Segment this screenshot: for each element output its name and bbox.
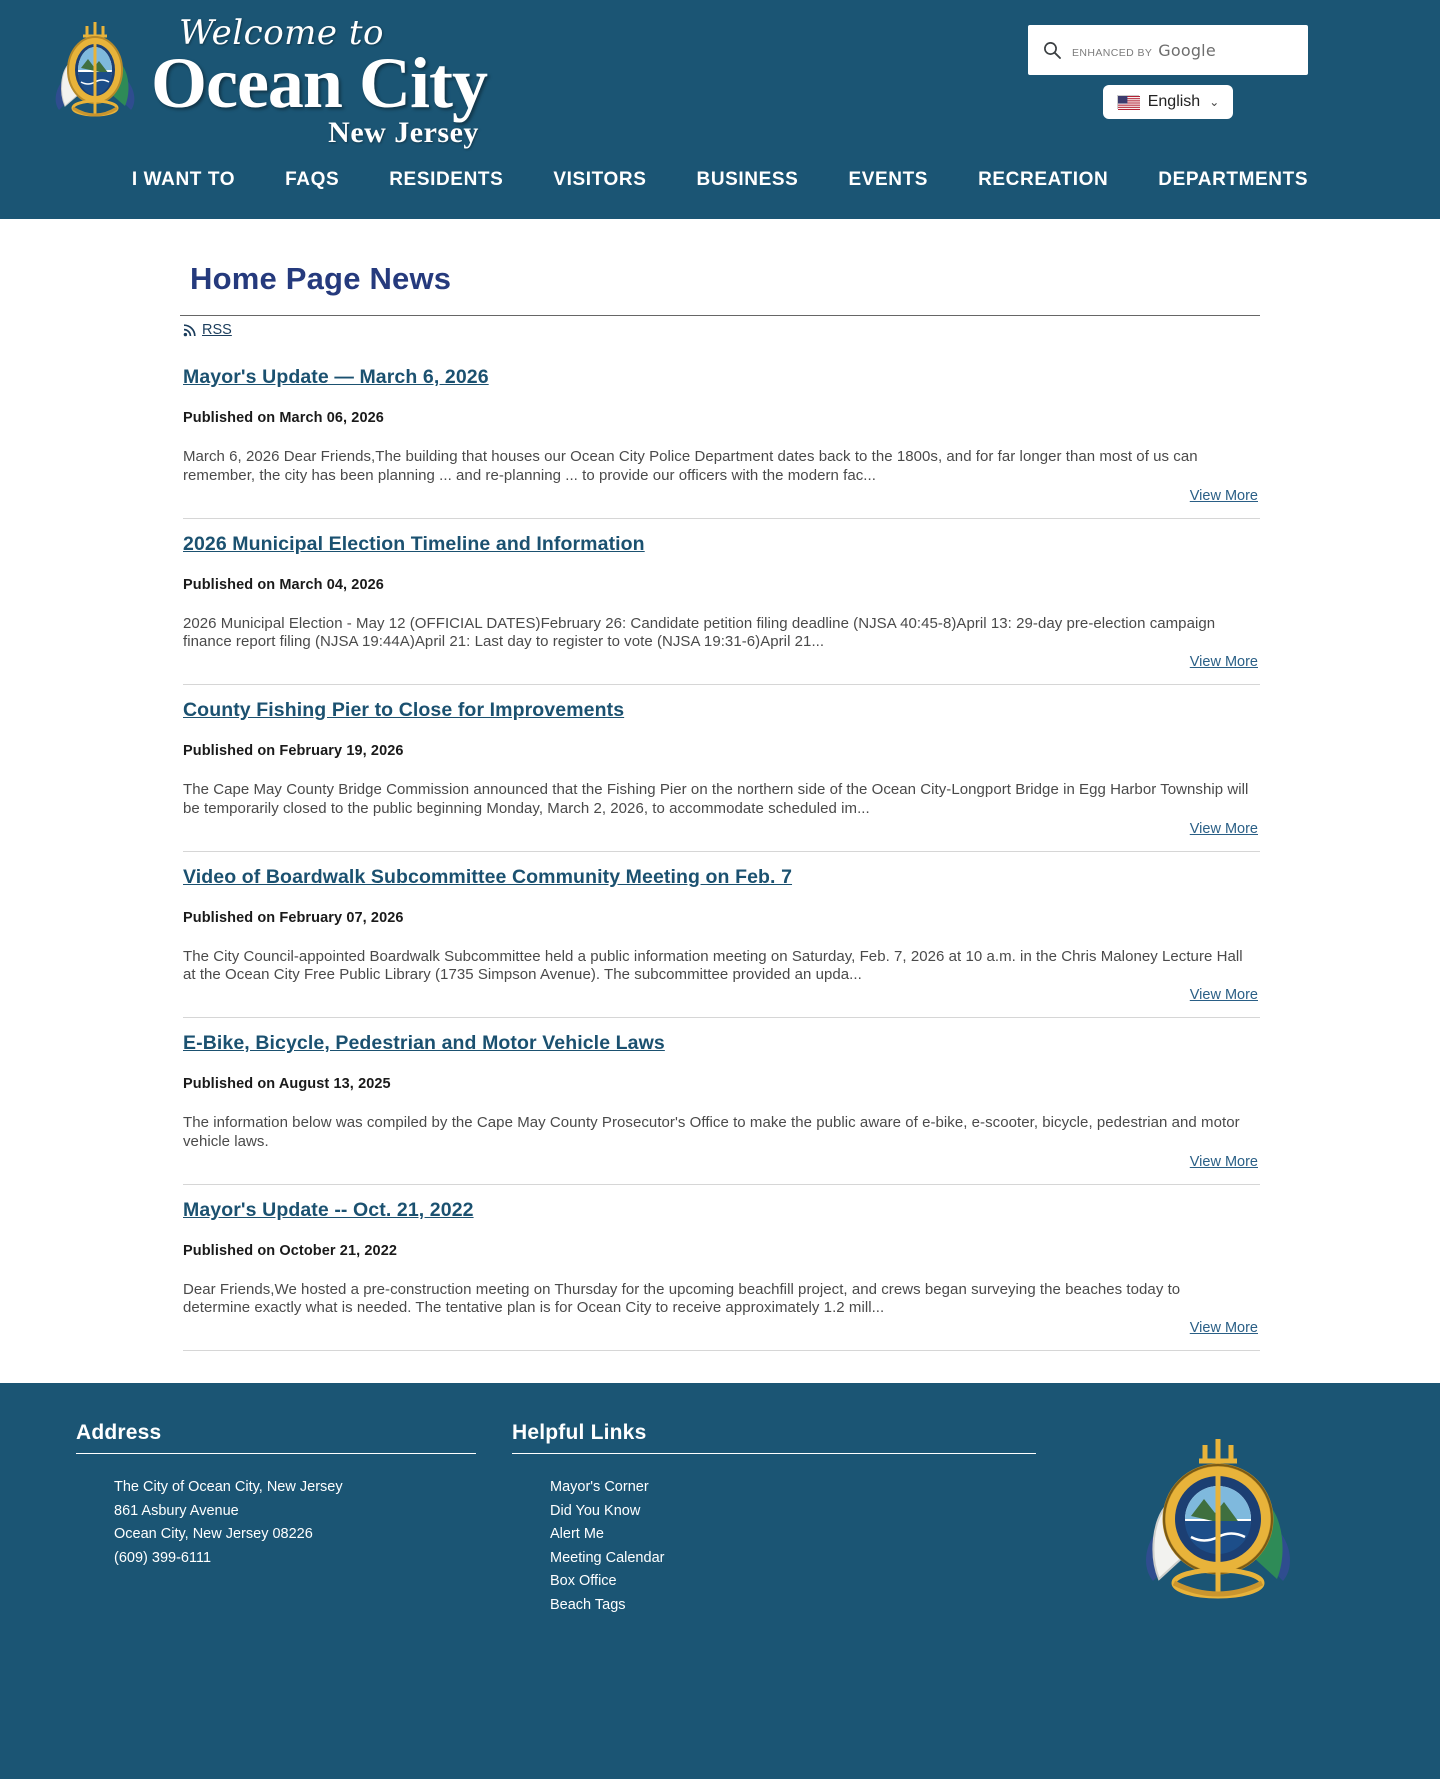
news-item [180, 685, 1260, 852]
news-title-link[interactable]: E-Bike, Bicycle, Pedestrian and Motor Vehicle Laws [183, 1032, 665, 1055]
view-more-row [180, 653, 1260, 671]
page-title: Home Page News [190, 261, 452, 297]
view-more-row [180, 820, 1260, 838]
news-excerpt: The information below was compiled by the Cape May County Prosecutor's Office to make the public aware of e-bike, e-scooter, bicycle, pedestrian and motor vehicle laws. [183, 1114, 1240, 1150]
language-selector[interactable] [1103, 85, 1234, 119]
view-more-link[interactable]: View More [1189, 1153, 1258, 1170]
news-published-date: Published on March 04, 2026 [183, 576, 384, 593]
news-published-date: Published on October 21, 2022 [183, 1242, 398, 1259]
helpful-links-list [512, 1476, 1036, 1617]
rss-link[interactable]: RSS [202, 322, 232, 339]
view-more-link[interactable]: View More [1189, 820, 1258, 837]
search-input[interactable] [1028, 25, 1308, 75]
footer-links-heading: Helpful Links [512, 1421, 647, 1445]
rss-row[interactable] [180, 316, 1260, 338]
google-label: Google [1158, 40, 1216, 60]
news-excerpt: Dear Friends,We hosted a pre-construction meeting on Thursday for the upcoming beachfill project, and crews began surveying the beaches today to determine exactly what is needed. The tentative plan is for Ocean City to receive approximately 1.2 mill... [183, 1280, 1181, 1317]
view-more-link[interactable]: View More [1189, 1320, 1258, 1337]
nav-item-faqs[interactable]: FAQS [285, 169, 340, 191]
page-content [0, 219, 1440, 1351]
address-line: Ocean City, New Jersey 08226 [114, 1526, 313, 1543]
footer-link-alert-me[interactable]: Alert Me [550, 1526, 604, 1543]
news-item [180, 519, 1260, 686]
footer-address-column [40, 1421, 476, 1617]
view-more-link[interactable]: View More [1189, 654, 1258, 671]
footer-helpful-links-column [476, 1421, 1036, 1617]
header-utilities [1018, 14, 1318, 119]
view-more-row [180, 487, 1260, 505]
header-top-bar [0, 0, 1440, 149]
brand-wordmark [151, 13, 487, 150]
footer-link-beach-tags[interactable]: Beach Tags [550, 1596, 626, 1613]
state-name-text: New Jersey [328, 116, 479, 150]
news-item [180, 1018, 1260, 1185]
footer-seal-column [1036, 1421, 1400, 1617]
footer-address-underline [76, 1453, 476, 1454]
footer-links-underline [512, 1453, 1036, 1454]
news-excerpt: The Cape May County Bridge Commission announced that the Fishing Pier on the northern side of the Ocean City-Longport Bridge in Egg Harbor Township will be temporarily closed to the public beginning Monday, March 2, 2026, to accommodate scheduled im... [183, 781, 1249, 817]
us-flag-icon [1117, 95, 1139, 109]
address-line: 861 Asbury Avenue [114, 1502, 239, 1519]
address-phone[interactable]: (609) 399-6111 [114, 1549, 212, 1566]
view-more-link[interactable]: View More [1189, 987, 1258, 1004]
news-excerpt: 2026 Municipal Election - May 12 (OFFICIAL DATES)February 26: Candidate petition filing deadline (NJSA 40:45-8)April 13: 29-day pre-election campaign finance report filing (NJSA 19:44A)April 21: Last day to register to vote (NJSA 19:31-6)April 21... [183, 614, 1216, 651]
nav-item-residents[interactable]: RESIDENTS [389, 169, 504, 191]
news-title-link[interactable]: County Fishing Pier to Close for Improvements [183, 699, 625, 722]
search-icon [1042, 40, 1062, 60]
news-item-divider [183, 1350, 1260, 1351]
news-item [180, 1185, 1260, 1352]
address-line: The City of Ocean City, New Jersey [114, 1479, 343, 1496]
nav-item-departments[interactable]: DEPARTMENTS [1158, 169, 1309, 191]
footer-address-heading: Address [76, 1421, 162, 1445]
news-published-date: Published on February 19, 2026 [183, 743, 404, 760]
news-title-link[interactable]: Mayor's Update -- Oct. 21, 2022 [183, 1198, 474, 1221]
welcome-script-text: Welcome to [179, 13, 384, 53]
city-seal-icon [1131, 1431, 1306, 1606]
enhanced-by-label: ENHANCED BY [1072, 46, 1153, 59]
site-footer [0, 1383, 1440, 1779]
news-item [180, 352, 1260, 519]
view-more-row [180, 1319, 1260, 1337]
news-item [180, 852, 1260, 1019]
footer-link-meeting-calendar[interactable]: Meeting Calendar [550, 1549, 665, 1566]
news-excerpt: March 6, 2026 Dear Friends,The building that houses our Ocean City Police Department dates back to the 1800s, and for far longer than most of us can remember, the city has been planning ... and re-planning ... to provide our officers with the modern fac... [183, 448, 1198, 484]
site-header [0, 0, 1440, 219]
nav-item-visitors[interactable]: VISITORS [553, 169, 647, 191]
view-more-link[interactable]: View More [1189, 487, 1258, 504]
city-name-text: Ocean City [151, 43, 487, 123]
news-title-link[interactable]: Mayor's Update — March 6, 2026 [183, 366, 489, 389]
news-title-link[interactable]: 2026 Municipal Election Timeline and Information [183, 532, 645, 555]
nav-item-business[interactable]: BUSINESS [696, 169, 799, 191]
news-list [180, 352, 1260, 1351]
news-excerpt: The City Council-appointed Boardwalk Subcommittee held a public information meeting on Saturday, Feb. 7, 2026 at 10 a.m. in the Chris Maloney Lecture Hall at the Ocean City Free Public Library (1735 Simpson Avenue). The subcommittee provided an upda... [183, 947, 1243, 984]
view-more-row [180, 986, 1260, 1004]
nav-item-recreation[interactable]: RECREATION [978, 169, 1109, 191]
view-more-row [180, 1153, 1260, 1171]
city-seal-icon [45, 20, 145, 125]
footer-link-mayors-corner[interactable]: Mayor's Corner [550, 1479, 649, 1496]
news-title-link[interactable]: Video of Boardwalk Subcommittee Community Meeting on Feb. 7 [183, 865, 793, 888]
news-published-date: Published on February 07, 2026 [183, 909, 404, 926]
chevron-down-icon: ⌄ [1209, 95, 1220, 109]
site-branding[interactable] [40, 14, 487, 149]
footer-link-box-office[interactable]: Box Office [550, 1573, 617, 1590]
nav-item-i-want-to[interactable]: I WANT TO [131, 169, 236, 191]
main-navigation [0, 149, 1440, 219]
language-label: English [1147, 93, 1201, 110]
search-placeholder [1072, 41, 1216, 60]
rss-icon [183, 323, 197, 337]
news-published-date: Published on March 06, 2026 [183, 410, 384, 427]
news-published-date: Published on August 13, 2025 [183, 1076, 391, 1093]
nav-item-events[interactable]: EVENTS [848, 169, 929, 191]
footer-link-did-you-know[interactable]: Did You Know [550, 1502, 641, 1519]
